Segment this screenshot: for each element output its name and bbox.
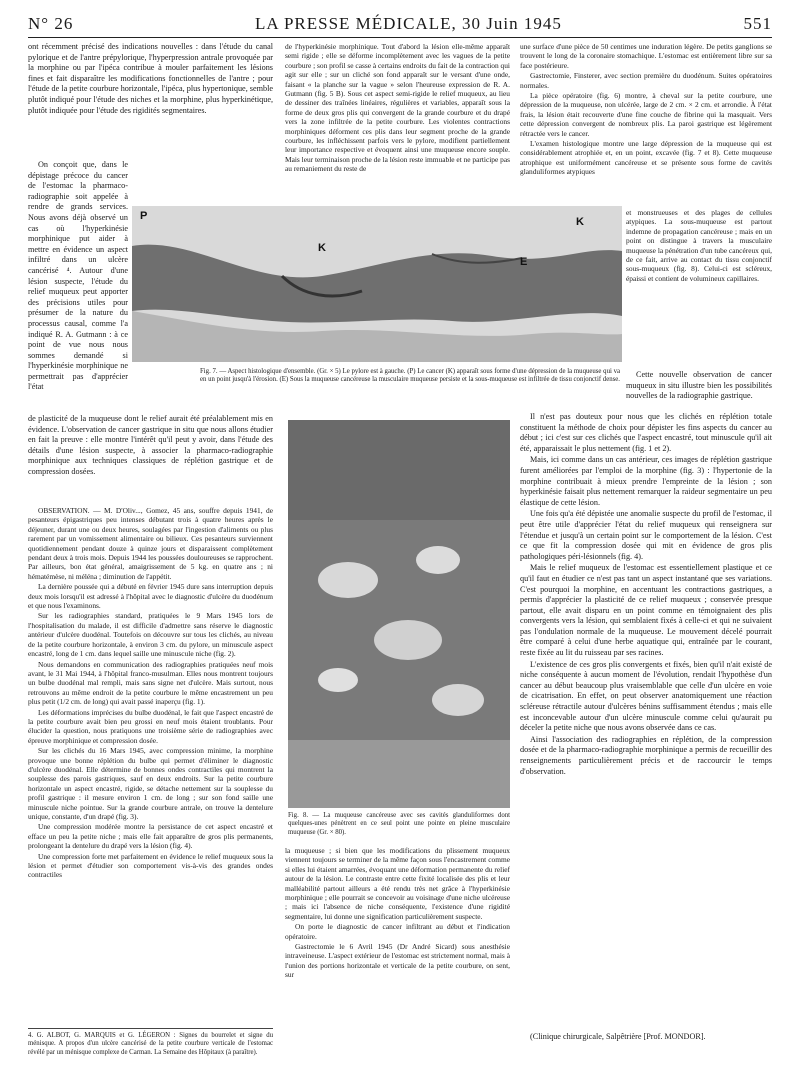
- observation-text-6: Sur les clichés du 16 Mars 1945, avec compression minime, la morphine provoque une bonne réplétion du bulbe qui permet d'éliminer le diagnostic d'ulcère duodénal. Elle détermine de bonnes ondes contractiles qui montrent la souplesse des parois gastriques, sauf en deux endroits. Sur la petite courbure horizontale un aspect encastré, rigide, se détache nettement sur la souplesse du profil gastrique : il mesure environ 1 cm. de long ; sur son fond saille une minuscule niche pointue. Sur la grande courbure antrale, on trouve la dentelure unique, constante, d'un drapé (fig. 3).: [28, 746, 273, 821]
- observation-text-5: Les déformations imprécises du bulbe duodénal, le fait que l'aspect encastré de la petite courbure avait bien peu grossi en neuf mois étaient troublants. Pour élucider la question, nous pratiquons une troisième série de radiographies avec épreuve morphinique et compression dosée.: [28, 707, 273, 745]
- header-rule: [28, 37, 772, 38]
- col3-top: [520, 42, 772, 208]
- micrograph-illustration: [288, 420, 510, 808]
- col1-top: [28, 42, 273, 158]
- col1-mid: [28, 414, 273, 504]
- col3-paragraph-10: Mais le relief muqueux de l'estomac est essentiellement plastique et ce qu'il faut en étudier ce n'est pas tant un aspect instantané que ses variations. C'est pourquoi la morphine, en accentuant les contractions gastriques, a permis d'apprécier la plasticité de ce relief muqueux ; conservée presque partout, elle avait disparu en un point comme en témoignaient des plis convergents vers la lésion, qui semblaient fixés à celle-ci et qui ne suivaient pas l'ondulation normale de la muqueuse. Le mouvement décelé pourrait être comparé à celui d'une herbe aquatique qui, entraînée par le courant, reste fixée au lit du ruisseau par ses racines.: [520, 563, 772, 658]
- observation-text-4: Nous demandons en communication des radiographies pratiquées neuf mois avant, le 31 Mai 1944, à l'hôpital franco-musulman. Elles nous montrent toujours un bulbe duodénal mal rempli, mais sans signe net d'ulcère. Mais surtout, nous retrouvons au même endroit de la petite courbure le même encastrement un peu plus petit (1/2 cm. de long) qui avait passé inaperçu (fig. 1).: [28, 659, 273, 707]
- col3-paragraph-2: Gastrectomie, Finsterer, avec section première du duodénum. Suites opératoires normales.: [520, 71, 772, 90]
- page-number: 551: [743, 14, 772, 33]
- observation-text-7: Une compression modérée montre la persistance de cet aspect encastré et efface un peu la petite niche ; mais elle fait apparaître de gros plis permanents, prolongeant la dentelure du drapé vers la lésion (fig. 4).: [28, 822, 273, 851]
- col3-paragraph-11: L'existence de ces gros plis convergents et fixés, bien qu'il n'ait existé de niche conséquente à aucun moment de l'évolution, rendait l'hypothèse d'un cancer au début beaucoup plus vraisemblable que celle d'un ulcère en voie de cicatrisation. En effet, on peut observer anatomiquement une réaction scléreuse rétractile autour d'ulcères bénins suffisamment étendus ; mais elle est inconcevable autour d'un ulcère minuscule comme celui qu'aurait pu déceler la petite niche que nous avons observée dans ce cas.: [520, 659, 772, 733]
- figure-8-image: [288, 420, 510, 808]
- footnote-rule: [28, 1028, 273, 1029]
- footnote: 4. G. ALBOT, G. MARQUIS et G. LÉGERON : Signes du bourrelet et signe du ménisque. A propos d'un ulcère cancérisé de la petite courbure verticale de l'estomac révélé par un ménisque complexe de Carman. La Semaine des Hôpitaux (à paraître).: [28, 1032, 273, 1056]
- observation-text-8: Une compression forte met parfaitement en évidence le relief muqueux sous la lésion et permet d'étudier son comportement vis-à-vis des grandes ondes contractiles: [28, 851, 273, 880]
- col2-bottom: [285, 846, 510, 1076]
- col3-paragraph-4: L'examen histologique montre une large dépression de la muqueuse qui est considérablement atrophiée et, en un point, excavée (fig. 7 et 8). Cette muqueuse atrophique est uniformément cancéreuse et se présente sous forme de cavités glanduliformes atypiques: [520, 139, 772, 177]
- page-header: [28, 14, 772, 36]
- col3-paragraph-6: Cette nouvelle observation de cancer muqueux in situ illustre bien les possibilités nouvelles de la radiographie gastrique.: [626, 370, 772, 401]
- col3-paragraph-12: Ainsi l'association des radiographies en réplétion, de la compression dosée et de la pharmaco-radiographie morphinique a permis de recueillir des renseignements particulièrement précis et de raccourcir le temps d'observation.: [520, 734, 772, 776]
- col3-narrow: [626, 208, 772, 368]
- figure-7-image: [132, 206, 622, 362]
- observation-text: OBSERVATION. — M. D'Oliv..., Gomez, 45 ans, souffre depuis 1941, de pesanteurs épigastriques peu intenses débutant trois à quatre heures après le déjeuner, durant une ou deux heures, soulagées par l'ingestion d'aliments ou plus rarement par un vomissement alimentaire ou bilieux. Ces pesanteurs surviennent quotidiennement pendant douze à quinze jours et disparaissent complètement pendant deux à trois mois. Depuis 1944 les poussées douloureuses se rapprochent. Par ailleurs, bon état général, amaigrissement de 5 kg. en quatre ans ; ni hématémèse, ni méléna ; diminution de l'appétit.: [28, 506, 273, 581]
- col1-narrow: [28, 160, 128, 414]
- col1-paragraph-3: de plasticité de la muqueuse dont le relief aurait été préalablement mis en évidence. L'observation de cancer gastrique in situ que nous allons étudier en fait la preuve : elle montre l'intérêt qu'il peut y avoir, dans l'étude des détails d'une lésion suspecte, à associer la pharmaco-radiographie morphinique aux techniques classiques de réplétion gastrique et de compression dosées.: [28, 414, 273, 476]
- col2-paragraph-4: Gastrectomie le 6 Avril 1945 (Dr André Sicard) sous anesthésie intraveineuse. L'aspect extérieur de l'estomac est strictement normal, mais à l'union des portions horizontale et verticale de la petite courbure, on sent, sur: [285, 942, 510, 980]
- histology-strip-illustration: [132, 206, 622, 362]
- col2-paragraph-3: On porte le diagnostic de cancer infiltrant au début et l'indication opératoire.: [285, 922, 510, 941]
- col3-paragraph-7: Il n'est pas douteux pour nous que les clichés en réplétion totale constituent la méthode de choix pour dépister les fins aspects du cancer au début ; ici c'est sur ces clichés que l'aspect encastré, tout minuscule qu'il ait été, apparaissait le plus nettement (fig. 1 et 2).: [520, 412, 772, 453]
- fig7-label-k-right: K: [576, 216, 584, 228]
- col2-paragraph-1: de l'hyperkinésie morphinique. Tout d'abord la lésion elle-même apparaît semi rigide ; elle se déforme incomplètement avec les vagues de la petite courbure ; son profil se casse à certains endroits du fait de la contraction qui agit sur elle ; sur un cliché son fond apparaît sur le versant d'une onde, faisant « la planche sur la vague » selon l'heureuse expression de R. A. Gutmann (fig. 5 B). Sous cet aspect semi-rigide le relief muqueux, au lieu de dessiner des traînées linéaires, régulières et variables, apparaît sous la forme de deux gros plis qui convergent de la grande courbure et du drapé vers la zone infiltrée de la petite courbure. Les violentes contractions morphiniques déforment ces plis dans leur segment proche de la grande courbure, les infléchissent parfois vers le pylore, modifient partiellement leur importance respective et évoquent ainsi une muqueuse encore souple. Mais leur terminaison proche de la lésion reste immuable et ne participe pas au remaniement du reste de: [285, 42, 510, 174]
- col2-paragraph-2: la muqueuse ; si bien que les modifications du plissement muqueux viennent toujours se terminer de la même façon sous l'encastrement comme si elles lui étaient amarrées, évoquant une déformation permanente du relief autour de la lésion. Le contraste entre cette fixité localisée des plis et leur malléabilité partout ailleurs a été rendu très net grâce à l'hyperkinésie morphinique ; elle pourrait se concevoir au voisinage d'une niche ulcéreuse ; mais ici l'absence de niche conséquente, l'existence d'une rigidité segmentaire, lui donne une signification particulièrement suspecte.: [285, 846, 510, 921]
- issue-number: N° 26: [28, 14, 74, 33]
- figure-7-caption: Fig. 7. — Aspect histologique d'ensemble. (Gr. × 5) Le pylore est à gauche. (P) Le cancer (K) apparaît sous forme d'une dépression de la muqueuse qui va en un point jusqu'à l'érosion. (E) Sous la muqueuse cancéreuse la musculaire muqueuse persiste et la sous-muqueuse est infiltrée de tissu conjonctif dense.: [200, 368, 620, 384]
- fig7-label-p: P: [140, 210, 148, 222]
- col3-paragraph-9: Une fois qu'a été dépistée une anomalie suspecte du profil de l'estomac, il peut être utile d'apprécier l'état du relief muqueux qui renseignera sur l'étendue et jusqu'à un certain point sur le comportement de la lésion. C'est ce que fit la compression dosée qui mit en évidence de gros plis pathologiques péri-lésionnels (fig. 4).: [520, 509, 772, 561]
- fig7-label-k-left: K: [318, 242, 326, 254]
- col1-observation: [28, 506, 273, 1026]
- col3-summary: [626, 370, 772, 410]
- col3-paragraph-1: une surface d'une pièce de 50 centimes une induration légère. De petits ganglions se trouvent le long de la coronaire stomachique. L'estomac est entièrement libre sur sa face postérieure.: [520, 42, 772, 70]
- col2-top: [285, 42, 510, 200]
- col1-paragraph-1: ont récemment précisé des indications nouvelles : dans l'étude du canal pylorique et de l'antre prépylorique, l'hyperpression antrale provoquée par la morphine ou par l'ipéca contribue à mouler parfaitement les lésions fines et fait disparaître les modifications fonctionnelles de l'antre ; pour l'étude de la petite courbure horizontale, l'ipéca, plus hypertonique, semble plutôt indiqué pour l'étude des niches et la morphine, plus hyperkinétique, plutôt indiquée pour l'étude des rigidités segmentaires.: [28, 42, 273, 115]
- observation-text-3: Sur les radiographies standard, pratiquées le 9 Mars 1945 lors de l'hospitalisation du malade, il est difficile d'admettre sans réserve le diagnostic antérieur d'ulcère duodénal. Toutefois on découvre sur tous les clichés, au niveau de la petite courbure horizontale, à environ 3 cm. du pylore, un minuscule aspect encastré, long de 1 cm. dans lequel saille une minuscule niche (fig. 2).: [28, 611, 273, 659]
- journal-title: LA PRESSE MÉDICALE, 30 Juin 1945: [254, 14, 562, 33]
- observation-text-2: La dernière poussée qui a débuté en février 1945 dure sans interruption depuis deux mois lorsqu'il est adressé à l'hôpital avec le diagnostic d'ulcère du duodénum et que nous l'examinons.: [28, 582, 273, 611]
- fig7-label-e: E: [520, 256, 528, 268]
- figure-8-caption: Fig. 8. — La muqueuse cancéreuse avec ses cavités glanduliformes dont quelques-unes pénètrent en ce seul point une pointe en pleine musculaire muqueuse (Gr. × 80).: [288, 812, 510, 836]
- author-affiliation: (Clinique chirurgicale, Salpêtrière [Prof. MONDOR].: [530, 1032, 706, 1041]
- col1-paragraph-2: On conçoit que, dans le dépistage précoce du cancer de l'estomac la pharmaco-radiographie soit appelée à rendre de grands services. Nous avons déjà observé un cas où l'hyperkinésie morphinique put aider à mettre en évidence un aspect infiltré dans un ulcère cancérisé ⁴. Autour d'une lésion suspecte, l'étude du relief muqueux peut apporter des précisions utiles pour présumer de la nature du processus causal, comme l'a indiqué R. A. Gutmann : à ce point de vue nous nous sommes demandé si l'hyperkinésie morphinique ne permettrait pas d'apprécier l'état: [28, 160, 128, 392]
- col3-body: [520, 412, 772, 1024]
- col3-paragraph-5: et monstrueuses et des plages de cellules atypiques. La sous-muqueuse est partout indemne de propagation cancéreuse ; mais en un point on distingue à travers la musculaire muqueuse la pénétration d'un tube cancéreux qui, de ce fait, arrive au contact du tissu conjonctif sous-muqueux (fig. 8). Celui-ci est scléreux, épaissi et contient de volumineux capillaires.: [626, 208, 772, 283]
- col3-paragraph-8: Mais, ici comme dans un cas antérieur, ces images de réplétion gastrique furent améliorées par l'emploi de la morphine (fig. 3) : l'hypertonie de la morphine contribuait à mieux prendre l'empreinte de la lésion ; son hyperkinésie faisait plus nettement remarquer la raideur segmentaire un peu élastique de cette lésion.: [520, 455, 772, 507]
- col3-paragraph-3: La pièce opératoire (fig. 6) montre, à cheval sur la petite courbure, une dépression de la muqueuse, non ulcérée, large de 2 cm. × 2 cm. et arrondie. À l'état frais, la lésion était recouverte d'une fine couche de fibrine qui la masquait. Vers cette dépression convergent de nombreux plis. La paroi gastrique est légèrement rétractée vers le cancer.: [520, 91, 772, 138]
